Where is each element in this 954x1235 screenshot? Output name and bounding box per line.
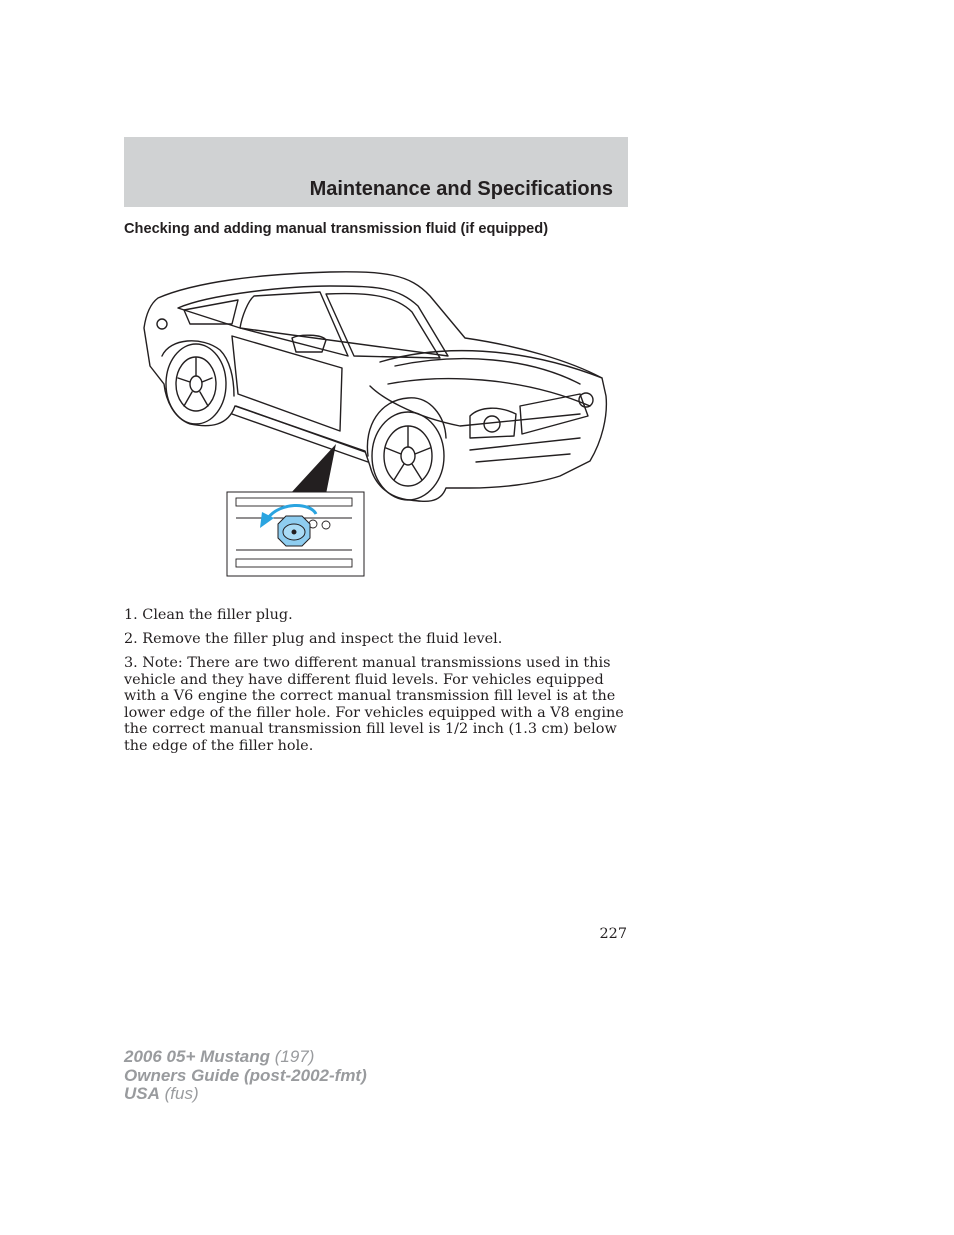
footer [124,1048,367,1104]
footer-market: USA [124,1084,160,1103]
footer-model: 2006 05+ Mustang [124,1047,270,1066]
footer-model-code: (197) [270,1047,315,1066]
footer-line-3 [124,1085,367,1104]
page-number: 227 [599,926,627,942]
subheading: Checking and adding manual transmission fluid (if equipped) [124,221,549,237]
footer-line-2 [124,1067,367,1086]
step-2: 2. Remove the filler plug and inspect the fluid level. [124,631,503,647]
header-band [124,137,628,207]
footer-market-code: (fus) [159,1084,199,1103]
car-illustration [140,266,610,581]
section-title: Maintenance and Specifications [309,178,613,200]
footer-line-1 [124,1048,367,1067]
step-list [124,607,624,762]
step-3: 3. Note: There are two different manual transmissions used in this vehicle and they have different fluid levels. For vehicles equipped with a V6 engine the correct manual transmission fill level is at the lower edge of the filler hole. For vehicles equipped with a V8 engine the correct manual transmission fill level is 1/2 inch (1.3 cm) below the edge of the filler hole. [124,655,624,754]
footer-guide: Owners Guide (post-2002-fmt) [124,1065,367,1085]
step-1: 1. Clean the filler plug. [124,607,293,623]
